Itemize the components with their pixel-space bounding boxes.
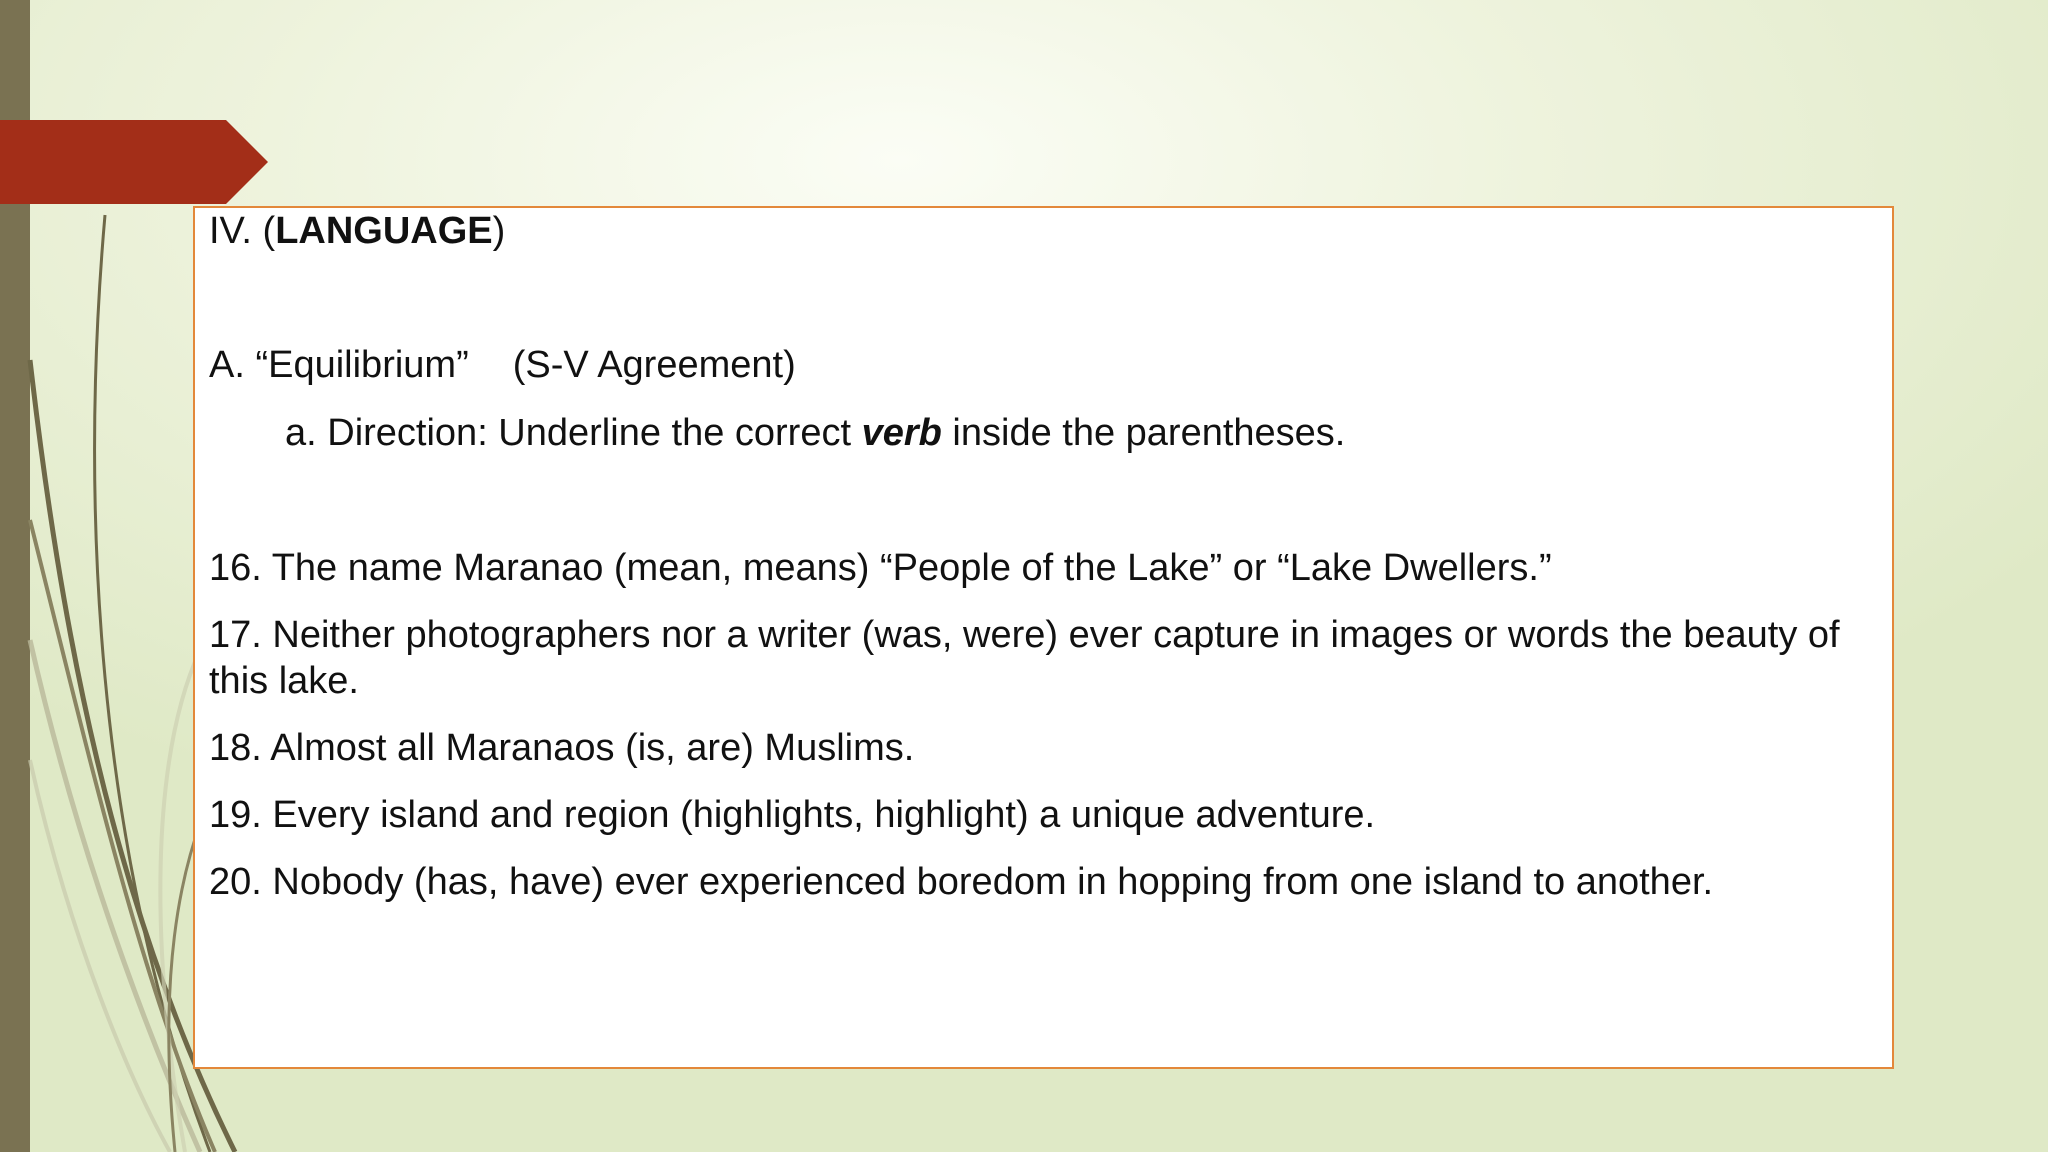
list-item: 16. The name Maranao (mean, means) “People of the Lake” or “Lake Dwellers.” [209,547,1552,589]
direction-text-after: inside the parentheses. [941,412,1346,454]
direction-emphasis: verb [861,412,942,454]
list-item: 18. Almost all Maranaos (is, are) Muslims. [209,727,915,769]
list-item: 20. Nobody (has, have) ever experienced boredom in hopping from one island to another. [209,861,1714,903]
part-a-subtitle: (S-V Agreement) [512,344,796,386]
section-suffix: ) [492,210,506,252]
section-heading [209,208,505,254]
section-title: LANGUAGE [275,210,493,252]
part-a-heading [209,342,796,388]
direction-line [285,410,1345,456]
list-item: 19. Every island and region (highlights, highlight) a unique adventure. [209,794,1376,836]
title-ribbon [0,120,270,204]
content-box [193,206,1894,1069]
list-item: 17. Neither photographers nor a writer (was, were) ever capture in images or words the beauty of this lake. [209,614,1840,702]
part-a-title: A. “Equilibrium” [209,344,469,386]
section-prefix: IV. ( [209,210,276,252]
direction-text-before: a. Direction: Underline the correct [285,412,862,454]
